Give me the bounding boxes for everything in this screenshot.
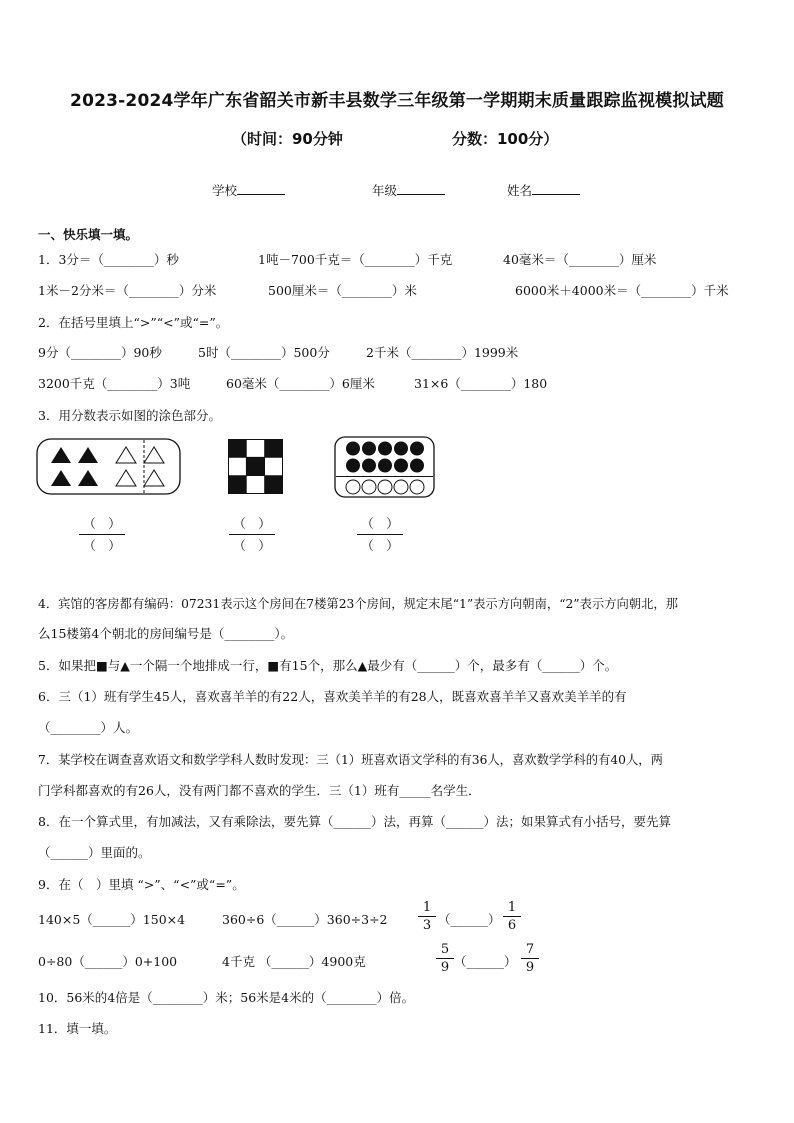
name-label: 姓名 (507, 183, 533, 198)
q2-item: 60毫米（________）6厘米 (226, 376, 375, 391)
fraction-denominator-blank: （ ） (83, 538, 121, 553)
shaded-square (246, 457, 264, 475)
empty-circle (362, 480, 376, 494)
q2-item: 9分（________）90秒 (38, 345, 162, 360)
q6-line: （________）人。 (38, 720, 139, 735)
checkerboard-figure (228, 439, 284, 495)
q2-item: 31×6（________）180 (414, 376, 548, 391)
q9-item: 0÷80（______）0+100 (38, 954, 178, 969)
q9-stem: 9．在（ ）里填 “>”、“<”或“=”。 (38, 877, 245, 892)
exam-title: 2023-2024学年广东省韶关市新丰县数学三年级第一学期期末质量跟踪监视模拟试题 (70, 91, 724, 111)
name-field (507, 181, 580, 199)
shaded-circle (378, 459, 392, 473)
triangles-figure (36, 438, 182, 496)
q2-item: 5时（________）500分 (198, 345, 330, 360)
q1-item: 1吨－700千克＝（________）千克 (258, 252, 453, 267)
school-blank[interactable] (237, 182, 285, 195)
school-field (212, 181, 285, 199)
answer-fraction-2[interactable] (229, 514, 275, 554)
fraction-numerator-blank: （ ） (361, 516, 399, 531)
q4-line: 4．宾馆的客房都有编码：07231表示这个房间在7楼第23个房间，规定末尾“1”表示方向朝南，“2”表示方向朝北，那 (38, 597, 678, 611)
fraction-five-ninths: 5 9 (436, 942, 454, 975)
q8-line: （______）里面的。 (38, 845, 151, 860)
fraction-numerator-blank: （ ） (233, 516, 271, 531)
shaded-square (228, 476, 246, 494)
empty-circle (346, 480, 360, 494)
fraction-seven-ninths: 7 9 (521, 942, 539, 975)
grade-field (372, 181, 445, 199)
shaded-triangle (78, 470, 98, 486)
empty-circle (378, 480, 392, 494)
shaded-circle (346, 459, 360, 473)
q9-item: 360÷6（______）360÷3÷2 (222, 912, 388, 927)
q1-item: 1．3分＝（________）秒 (38, 252, 179, 267)
q8-line: 8．在一个算式里，有加减法，又有乘除法，要先算（______）法，再算（______）法；如果算式有小括号，要先算 (38, 814, 671, 829)
answer-fraction-1[interactable] (79, 514, 125, 554)
fraction-numerator-blank: （ ） (83, 516, 121, 531)
shaded-circle (346, 442, 360, 456)
q9-item: （______） (438, 912, 501, 927)
empty-triangle (116, 470, 136, 486)
q9-item: 140×5（______）150×4 (38, 912, 186, 927)
empty-circle (410, 480, 424, 494)
empty-triangle (144, 470, 164, 486)
q9-item: 4千克 （______）4900克 (222, 954, 366, 969)
q1-item: 6000米＋4000米＝（________）千米 (515, 283, 729, 298)
q2-item: 3200千克（________）3吨 (38, 376, 191, 391)
circles-figure (334, 436, 436, 499)
q6-line: 6．三（1）班有学生45人，喜欢喜羊羊的有22人，喜欢美羊羊的有28人，既喜欢喜羊羊又喜欢美羊羊的有 (38, 689, 627, 704)
grade-label: 年级 (372, 183, 398, 198)
shaded-circle (362, 459, 376, 473)
q10-line: 10．56米的4倍是（________）米；56米是4米的（________）倍。 (38, 990, 415, 1005)
empty-circle (394, 480, 408, 494)
fraction-one-third: 1 3 (418, 900, 436, 933)
q1-item: 500厘米＝（________）米 (268, 283, 417, 298)
shaded-triangle (78, 447, 98, 463)
school-label: 学校 (212, 183, 238, 198)
shaded-triangle (51, 470, 71, 486)
section-heading: 一、快乐填一填。 (38, 227, 139, 242)
q2-item: 2千米（________）1999米 (366, 345, 519, 360)
shaded-circle (394, 442, 408, 456)
shaded-square (228, 439, 246, 457)
fraction-one-sixth: 1 6 (503, 900, 521, 933)
shaded-circle (378, 442, 392, 456)
shaded-triangle (51, 447, 71, 463)
fraction-denominator-blank: （ ） (361, 538, 399, 553)
q7-line: 门学科都喜欢的有26人，没有两门都不喜欢的学生．三（1）班有_____名学生． (38, 783, 481, 798)
q3-stem: 3．用分数表示如图的涂色部分。 (38, 408, 221, 423)
fraction-denominator-blank: （ ） (233, 538, 271, 553)
q7-line: 7．某学校在调查喜欢语文和数学学科人数时发现：三（1）班喜欢语文学科的有36人，喜欢数学学科的有40人，两 (38, 753, 663, 767)
answer-fraction-3[interactable] (357, 514, 403, 554)
grade-blank[interactable] (397, 182, 445, 195)
q2-stem: 2．在括号里填上“>”“<”或“=”。 (38, 315, 229, 330)
q5-line: 5．如果把■与▲一个隔一个地排成一行，■有15个，那么▲最少有（______）个，最多有（______）个。 (38, 658, 618, 673)
empty-triangle (116, 447, 136, 463)
q11-line: 11．填一填。 (38, 1021, 117, 1036)
q1-item: 40毫米＝（________）厘米 (503, 252, 657, 267)
shaded-circle (410, 459, 424, 473)
shaded-square (265, 476, 283, 494)
q9-item: （______） (454, 954, 517, 969)
exam-time: （时间：90分钟 (232, 130, 343, 148)
q1-item: 1米－2分米＝（________）分米 (38, 283, 217, 298)
q4-line: 么15楼第4个朝北的房间编号是（________）。 (38, 626, 294, 641)
shaded-circle (362, 442, 376, 456)
exam-score: 分数：100分） (452, 130, 559, 148)
shaded-circle (410, 442, 424, 456)
shaded-square (265, 439, 283, 457)
name-blank[interactable] (532, 182, 580, 195)
empty-triangle (144, 447, 164, 463)
shaded-circle (394, 459, 408, 473)
